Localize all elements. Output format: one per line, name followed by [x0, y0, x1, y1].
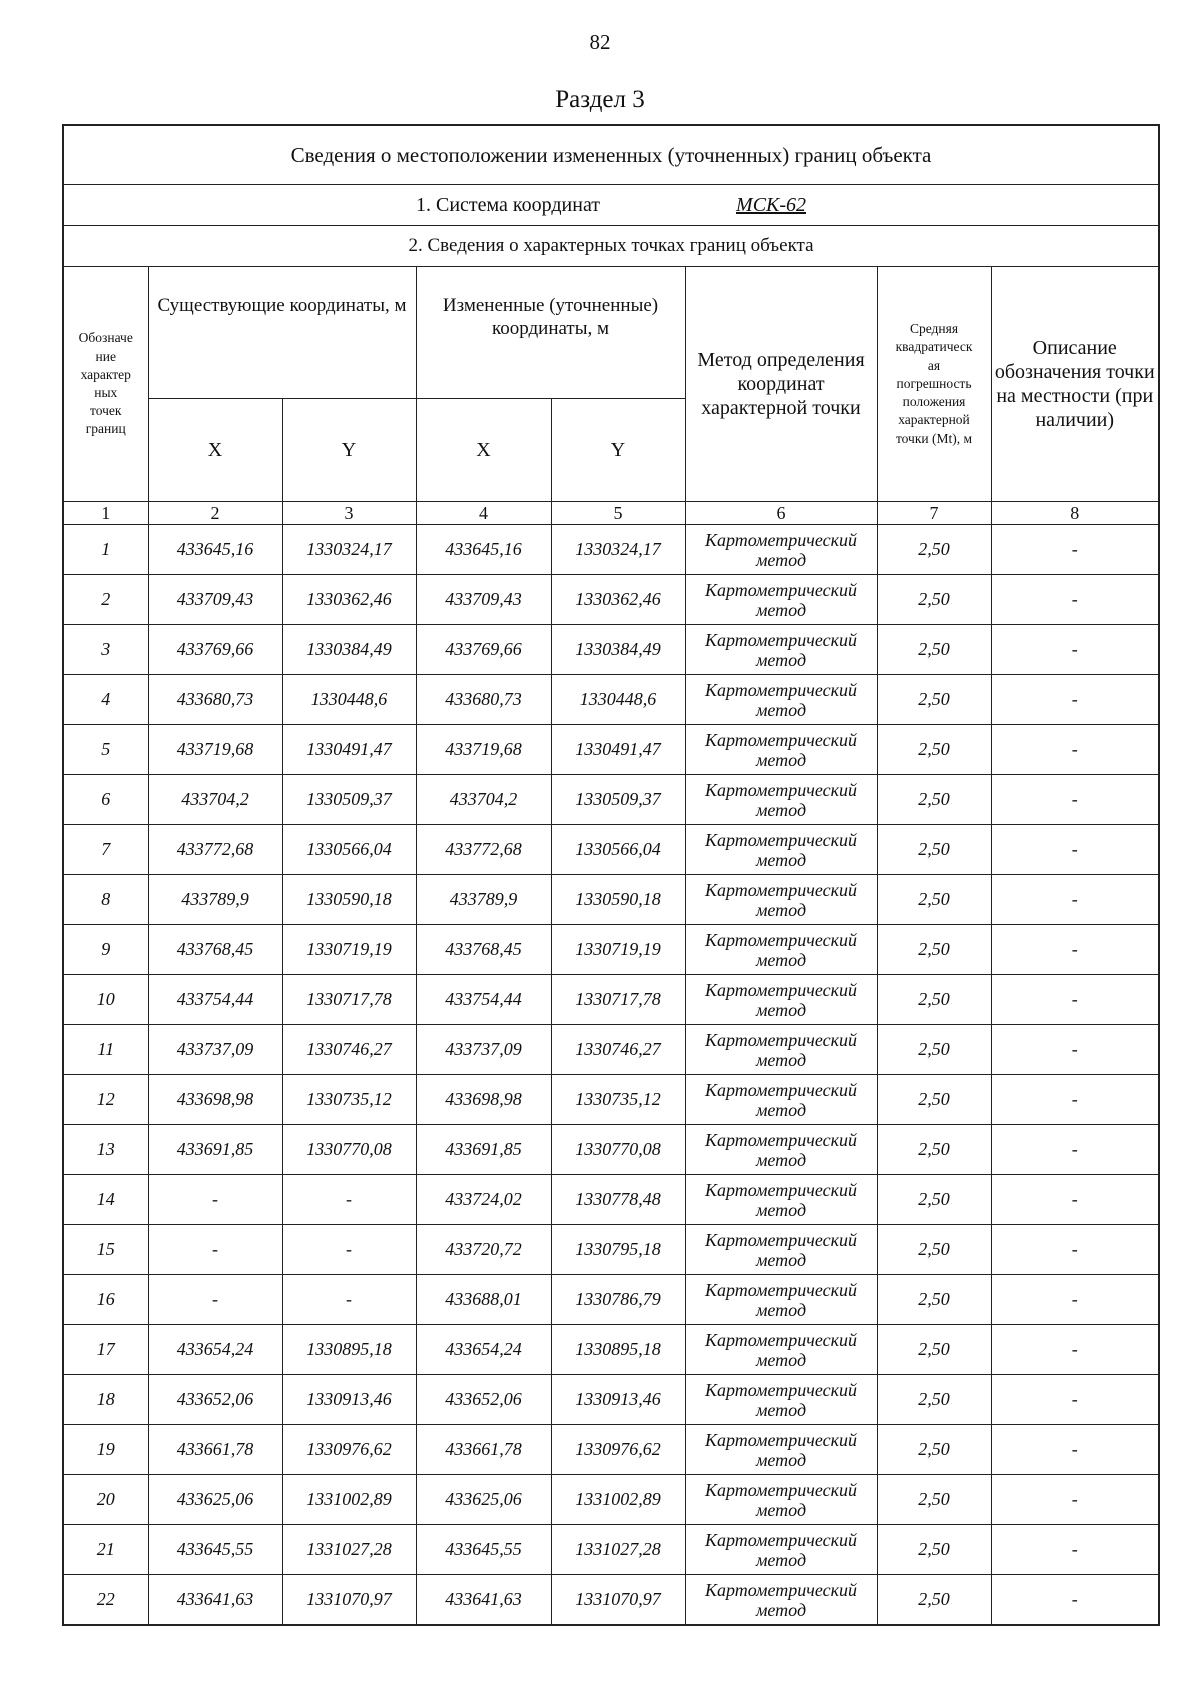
point-number-cell: 19	[63, 1425, 148, 1475]
existing-y-cell: 1330746,27	[282, 1025, 416, 1075]
changed-y-cell: 1330746,27	[551, 1025, 685, 1075]
header-description: Описание обозначения точки на местности (при наличии)	[991, 267, 1159, 502]
header-existing-x: X	[148, 399, 282, 502]
point-number-cell: 9	[63, 925, 148, 975]
existing-y-cell: -	[282, 1175, 416, 1225]
error-cell: 2,50	[877, 1025, 991, 1075]
existing-x-cell: 433645,55	[148, 1525, 282, 1575]
existing-y-cell: 1330590,18	[282, 875, 416, 925]
column-number: 5	[551, 502, 685, 525]
existing-y-cell: 1330719,19	[282, 925, 416, 975]
existing-x-cell: -	[148, 1175, 282, 1225]
existing-x-cell: -	[148, 1225, 282, 1275]
header-changed-y: Y	[551, 399, 685, 502]
changed-y-cell: 1330448,6	[551, 675, 685, 725]
description-cell: -	[991, 725, 1159, 775]
changed-x-cell: 433698,98	[416, 1075, 551, 1125]
error-cell: 2,50	[877, 1325, 991, 1375]
changed-x-cell: 433680,73	[416, 675, 551, 725]
existing-y-cell: 1330735,12	[282, 1075, 416, 1125]
existing-x-cell: 433654,24	[148, 1325, 282, 1375]
existing-y-cell: -	[282, 1225, 416, 1275]
error-cell: 2,50	[877, 1425, 991, 1475]
changed-y-cell: 1330324,17	[551, 525, 685, 575]
description-cell: -	[991, 975, 1159, 1025]
coord-system-value: МСК-62	[736, 193, 806, 216]
column-number: 4	[416, 502, 551, 525]
point-number-cell: 1	[63, 525, 148, 575]
page-number: 82	[589, 30, 611, 54]
error-cell: 2,50	[877, 1225, 991, 1275]
boundary-points-table	[62, 124, 1160, 1626]
existing-y-cell: -	[282, 1275, 416, 1325]
changed-y-cell: 1331002,89	[551, 1475, 685, 1525]
table-row	[63, 875, 1159, 925]
description-cell: -	[991, 525, 1159, 575]
table-row	[63, 925, 1159, 975]
existing-y-cell: 1331070,97	[282, 1575, 416, 1626]
error-cell: 2,50	[877, 625, 991, 675]
existing-y-cell: 1330384,49	[282, 625, 416, 675]
header-existing-y: Y	[282, 399, 416, 502]
changed-y-cell: 1330976,62	[551, 1425, 685, 1475]
coord-system-label: 1. Система координат	[415, 193, 601, 216]
existing-y-cell: 1330362,46	[282, 575, 416, 625]
table-row	[63, 575, 1159, 625]
changed-y-cell: 1330786,79	[551, 1275, 685, 1325]
point-number-cell: 21	[63, 1525, 148, 1575]
point-number-cell: 22	[63, 1575, 148, 1626]
section-title: Раздел 3	[555, 86, 645, 113]
point-number-cell: 11	[63, 1025, 148, 1075]
description-cell: -	[991, 1175, 1159, 1225]
changed-x-cell: 433645,55	[416, 1525, 551, 1575]
existing-x-cell: 433737,09	[148, 1025, 282, 1075]
table-row	[63, 1125, 1159, 1175]
existing-y-cell: 1330448,6	[282, 675, 416, 725]
header-changed-x: X	[416, 399, 551, 502]
changed-x-cell: 433704,2	[416, 775, 551, 825]
changed-y-cell: 1330770,08	[551, 1125, 685, 1175]
method-cell: Картометрический метод	[685, 1225, 877, 1275]
method-cell: Картометрический метод	[685, 875, 877, 925]
table-row	[63, 625, 1159, 675]
method-cell: Картометрический метод	[685, 725, 877, 775]
changed-x-cell: 433654,24	[416, 1325, 551, 1375]
changed-x-cell: 433641,63	[416, 1575, 551, 1626]
description-cell: -	[991, 575, 1159, 625]
points-caption: 2. Сведения о характерных точках границ объекта	[63, 226, 1159, 267]
changed-x-cell: 433768,45	[416, 925, 551, 975]
column-number: 2	[148, 502, 282, 525]
method-cell: Картометрический метод	[685, 625, 877, 675]
table-row	[63, 1425, 1159, 1475]
error-cell: 2,50	[877, 825, 991, 875]
method-cell: Картометрический метод	[685, 1525, 877, 1575]
changed-x-cell: 433688,01	[416, 1275, 551, 1325]
changed-x-cell: 433625,06	[416, 1475, 551, 1525]
changed-y-cell: 1330590,18	[551, 875, 685, 925]
changed-x-cell: 433772,68	[416, 825, 551, 875]
point-number-cell: 4	[63, 675, 148, 725]
column-number: 3	[282, 502, 416, 525]
method-cell: Картометрический метод	[685, 1575, 877, 1626]
changed-y-cell: 1330735,12	[551, 1075, 685, 1125]
changed-y-cell: 1330895,18	[551, 1325, 685, 1375]
existing-x-cell: 433772,68	[148, 825, 282, 875]
error-cell: 2,50	[877, 725, 991, 775]
point-number-cell: 15	[63, 1225, 148, 1275]
existing-y-cell: 1331027,28	[282, 1525, 416, 1575]
existing-x-cell: 433769,66	[148, 625, 282, 675]
changed-x-cell: 433645,16	[416, 525, 551, 575]
header-designation: Обозначе ние характер ных точек границ	[63, 267, 148, 502]
error-cell: 2,50	[877, 1575, 991, 1626]
description-cell: -	[991, 1225, 1159, 1275]
changed-y-cell: 1330509,37	[551, 775, 685, 825]
error-cell: 2,50	[877, 975, 991, 1025]
method-cell: Картометрический метод	[685, 675, 877, 725]
existing-x-cell: -	[148, 1275, 282, 1325]
existing-x-cell: 433641,63	[148, 1575, 282, 1626]
table-row	[63, 775, 1159, 825]
changed-x-cell: 433724,02	[416, 1175, 551, 1225]
error-cell: 2,50	[877, 875, 991, 925]
changed-y-cell: 1330491,47	[551, 725, 685, 775]
description-cell: -	[991, 1125, 1159, 1175]
existing-x-cell: 433768,45	[148, 925, 282, 975]
table-row	[63, 1375, 1159, 1425]
changed-y-cell: 1330362,46	[551, 575, 685, 625]
point-number-cell: 8	[63, 875, 148, 925]
table-row	[63, 1225, 1159, 1275]
existing-x-cell: 433719,68	[148, 725, 282, 775]
point-number-cell: 6	[63, 775, 148, 825]
existing-y-cell: 1330491,47	[282, 725, 416, 775]
existing-y-cell: 1330509,37	[282, 775, 416, 825]
changed-y-cell: 1330913,46	[551, 1375, 685, 1425]
method-cell: Картометрический метод	[685, 1275, 877, 1325]
method-cell: Картометрический метод	[685, 1375, 877, 1425]
point-number-cell: 17	[63, 1325, 148, 1375]
error-cell: 2,50	[877, 1125, 991, 1175]
method-cell: Картометрический метод	[685, 775, 877, 825]
description-cell: -	[991, 1575, 1159, 1626]
changed-x-cell: 433754,44	[416, 975, 551, 1025]
table-row	[63, 975, 1159, 1025]
table-row	[63, 1075, 1159, 1125]
method-cell: Картометрический метод	[685, 1125, 877, 1175]
existing-y-cell: 1330913,46	[282, 1375, 416, 1425]
changed-x-cell: 433719,68	[416, 725, 551, 775]
description-cell: -	[991, 1525, 1159, 1575]
existing-y-cell: 1330717,78	[282, 975, 416, 1025]
changed-x-cell: 433691,85	[416, 1125, 551, 1175]
description-cell: -	[991, 1275, 1159, 1325]
existing-x-cell: 433691,85	[148, 1125, 282, 1175]
changed-y-cell: 1331070,97	[551, 1575, 685, 1626]
method-cell: Картометрический метод	[685, 1325, 877, 1375]
changed-y-cell: 1330795,18	[551, 1225, 685, 1275]
table-row	[63, 525, 1159, 575]
existing-y-cell: 1330770,08	[282, 1125, 416, 1175]
existing-x-cell: 433789,9	[148, 875, 282, 925]
description-cell: -	[991, 925, 1159, 975]
table-row	[63, 1025, 1159, 1075]
error-cell: 2,50	[877, 525, 991, 575]
changed-x-cell: 433709,43	[416, 575, 551, 625]
point-number-cell: 7	[63, 825, 148, 875]
point-number-cell: 5	[63, 725, 148, 775]
description-cell: -	[991, 1075, 1159, 1125]
method-cell: Картометрический метод	[685, 925, 877, 975]
header-error: Средняя квадратическ ая погрешность положения характерной точки (Mt), м	[877, 267, 991, 502]
existing-x-cell: 433652,06	[148, 1375, 282, 1425]
description-cell: -	[991, 1475, 1159, 1525]
changed-x-cell: 433789,9	[416, 875, 551, 925]
description-cell: -	[991, 625, 1159, 675]
description-cell: -	[991, 1325, 1159, 1375]
error-cell: 2,50	[877, 1275, 991, 1325]
changed-x-cell: 433769,66	[416, 625, 551, 675]
existing-x-cell: 433645,16	[148, 525, 282, 575]
method-cell: Картометрический метод	[685, 975, 877, 1025]
point-number-cell: 10	[63, 975, 148, 1025]
point-number-cell: 16	[63, 1275, 148, 1325]
error-cell: 2,50	[877, 1375, 991, 1425]
description-cell: -	[991, 875, 1159, 925]
column-number: 1	[63, 502, 148, 525]
existing-y-cell: 1330566,04	[282, 825, 416, 875]
existing-y-cell: 1330324,17	[282, 525, 416, 575]
table-row	[63, 1275, 1159, 1325]
method-cell: Картометрический метод	[685, 525, 877, 575]
coord-system-row	[63, 185, 1159, 226]
point-number-cell: 18	[63, 1375, 148, 1425]
changed-y-cell: 1330719,19	[551, 925, 685, 975]
table-row	[63, 825, 1159, 875]
error-cell: 2,50	[877, 925, 991, 975]
existing-x-cell: 433704,2	[148, 775, 282, 825]
method-cell: Картометрический метод	[685, 1175, 877, 1225]
table-row	[63, 1525, 1159, 1575]
point-number-cell: 13	[63, 1125, 148, 1175]
point-number-cell: 3	[63, 625, 148, 675]
method-cell: Картометрический метод	[685, 1425, 877, 1475]
method-cell: Картометрический метод	[685, 825, 877, 875]
table-row	[63, 1575, 1159, 1626]
point-number-cell: 20	[63, 1475, 148, 1525]
changed-x-cell: 433720,72	[416, 1225, 551, 1275]
existing-x-cell: 433661,78	[148, 1425, 282, 1475]
error-cell: 2,50	[877, 1525, 991, 1575]
column-number: 8	[991, 502, 1159, 525]
column-number: 6	[685, 502, 877, 525]
table-row	[63, 1325, 1159, 1375]
point-number-cell: 14	[63, 1175, 148, 1225]
method-cell: Картометрический метод	[685, 575, 877, 625]
error-cell: 2,50	[877, 675, 991, 725]
error-cell: 2,50	[877, 775, 991, 825]
description-cell: -	[991, 775, 1159, 825]
description-cell: -	[991, 1425, 1159, 1475]
method-cell: Картометрический метод	[685, 1075, 877, 1125]
error-cell: 2,50	[877, 1175, 991, 1225]
changed-x-cell: 433737,09	[416, 1025, 551, 1075]
error-cell: 2,50	[877, 1475, 991, 1525]
existing-x-cell: 433625,06	[148, 1475, 282, 1525]
changed-y-cell: 1330778,48	[551, 1175, 685, 1225]
column-number-row	[63, 502, 1159, 525]
description-cell: -	[991, 1375, 1159, 1425]
description-cell: -	[991, 1025, 1159, 1075]
description-cell: -	[991, 825, 1159, 875]
changed-x-cell: 433652,06	[416, 1375, 551, 1425]
changed-y-cell: 1330384,49	[551, 625, 685, 675]
description-cell: -	[991, 675, 1159, 725]
header-changed: Измененные (уточненные) координаты, м	[416, 267, 685, 399]
table-row	[63, 1475, 1159, 1525]
point-number-cell: 2	[63, 575, 148, 625]
header-method: Метод определения координат характерной точки	[685, 267, 877, 502]
column-number: 7	[877, 502, 991, 525]
changed-y-cell: 1330566,04	[551, 825, 685, 875]
changed-y-cell: 1331027,28	[551, 1525, 685, 1575]
table-row	[63, 675, 1159, 725]
existing-x-cell: 433698,98	[148, 1075, 282, 1125]
existing-x-cell: 433680,73	[148, 675, 282, 725]
error-cell: 2,50	[877, 1075, 991, 1125]
table-row	[63, 725, 1159, 775]
table-row	[63, 1175, 1159, 1225]
existing-y-cell: 1330976,62	[282, 1425, 416, 1475]
existing-x-cell: 433754,44	[148, 975, 282, 1025]
existing-y-cell: 1331002,89	[282, 1475, 416, 1525]
point-number-cell: 12	[63, 1075, 148, 1125]
existing-x-cell: 433709,43	[148, 575, 282, 625]
method-cell: Картометрический метод	[685, 1475, 877, 1525]
changed-x-cell: 433661,78	[416, 1425, 551, 1475]
method-cell: Картометрический метод	[685, 1025, 877, 1075]
header-existing: Существующие координаты, м	[148, 267, 416, 399]
table-title: Сведения о местоположении измененных (уточненных) границ объекта	[63, 125, 1159, 185]
existing-y-cell: 1330895,18	[282, 1325, 416, 1375]
error-cell: 2,50	[877, 575, 991, 625]
changed-y-cell: 1330717,78	[551, 975, 685, 1025]
